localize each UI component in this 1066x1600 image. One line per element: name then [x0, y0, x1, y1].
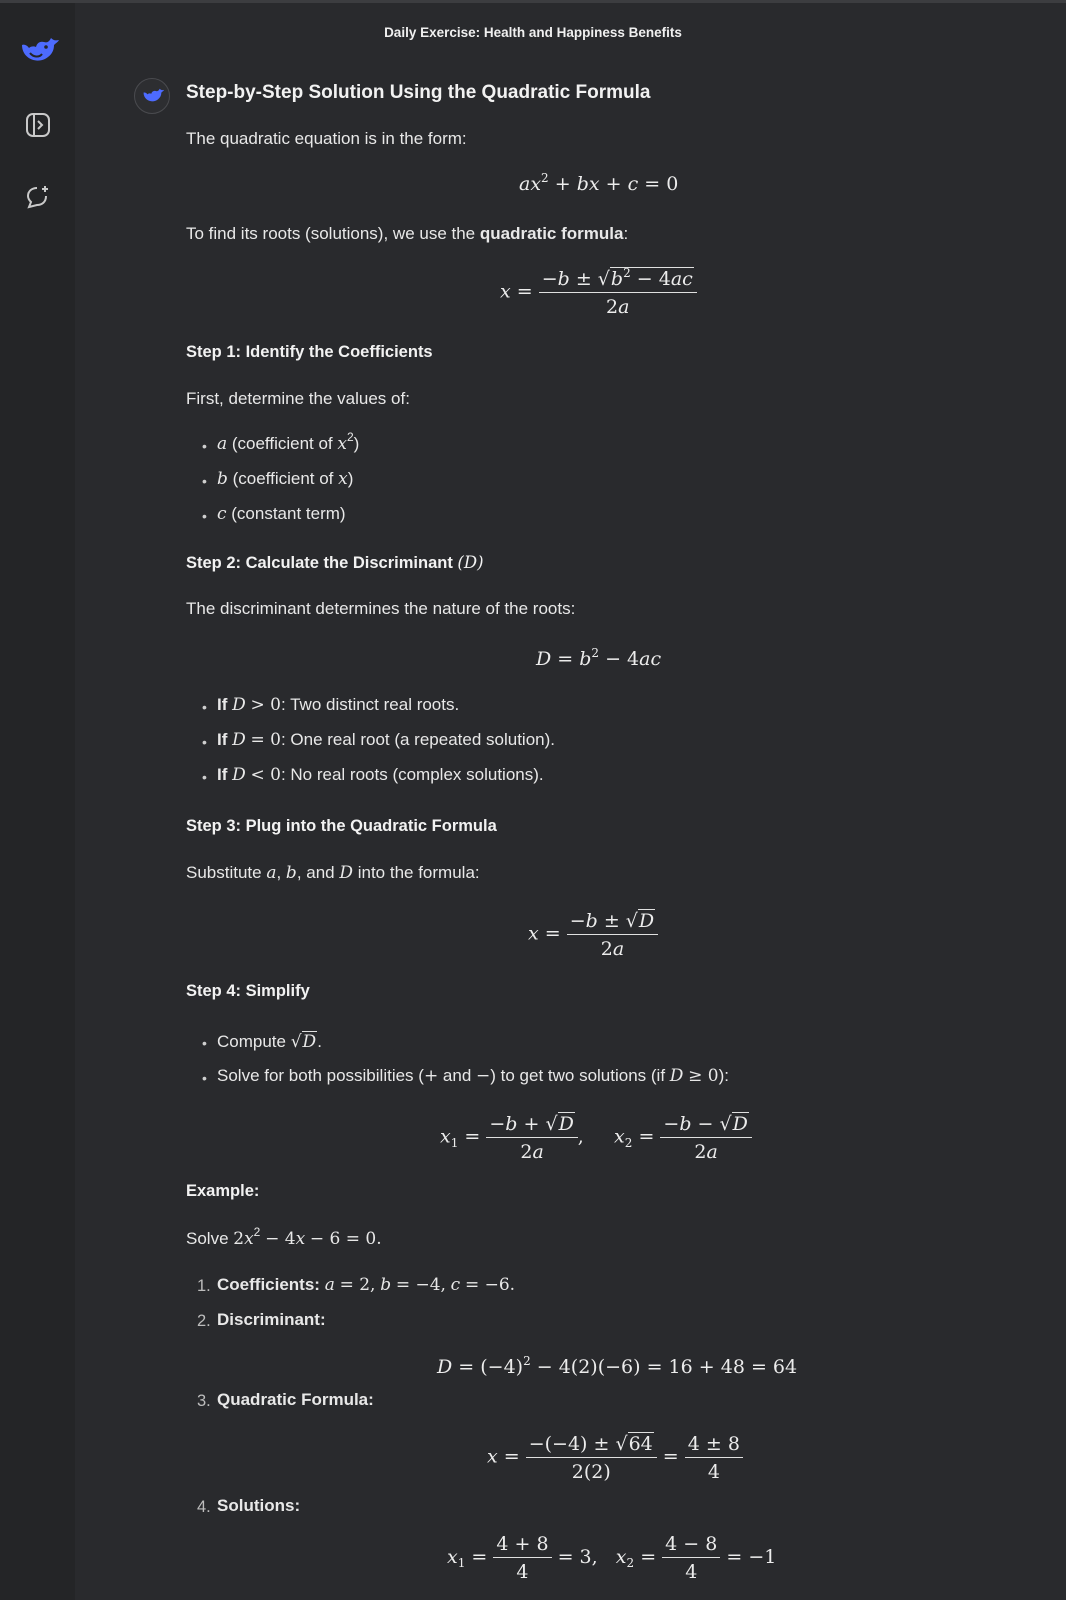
example-discriminant: $D = (-4)^2 - 4(2)(-6) = 16 + 48 = 64$ [437, 1354, 798, 1378]
chat-title: Daily Exercise: Health and Happiness Benefits [384, 25, 682, 40]
discriminant-formula: $D = b^2 - 4ac$ [536, 646, 662, 670]
step4-bullet-compute: Compute √D. [217, 1032, 322, 1052]
sidebar-toggle-icon[interactable] [24, 111, 52, 139]
list-number: 1. [197, 1277, 211, 1295]
example-discriminant-label: Discriminant: [217, 1310, 326, 1329]
find-roots-text: To find its roots (solutions), we use the quadratic formula: [186, 224, 629, 243]
formula-with-discriminant: x = $\frac{-b \pm √D}{2a}$ [528, 909, 658, 960]
bullet-dot: • [202, 438, 207, 454]
example-solutions: $x_1$ = $\frac{4 + 8}{4}$ = 3, $x_2$ = $\frac{4 - 8}{4}$ = −1 [447, 1533, 777, 1583]
example-formula-label: Quadratic Formula: [217, 1390, 374, 1409]
quadratic-formula: x = $\frac{-b \pm √b^2 - 4ac}{2a}$ [500, 267, 697, 318]
assistant-avatar-icon [141, 86, 165, 106]
case-zero: If D = 0: One real root (a repeated solution). [217, 730, 555, 750]
example-title: Example: [186, 1182, 260, 1200]
list-number: 2. [197, 1312, 211, 1330]
response-heading: Step-by-Step Solution Using the Quadratic Formula [186, 82, 651, 103]
case-negative: If D < 0: No real roots (complex solutions). [217, 765, 544, 785]
bullet-dot: • [202, 699, 207, 715]
example-coefficients: Coefficients: a = 2, b = −4, c = −6. [217, 1275, 516, 1295]
example-solve: Solve $2x^2 - 4x - 6 = 0$. [186, 1225, 382, 1249]
assistant-avatar [134, 78, 170, 114]
bullet-dot: • [202, 769, 207, 785]
step1-bullet-c: c (constant term) [217, 504, 346, 524]
bullet-dot: • [202, 1035, 207, 1051]
example-quadratic-formula: x = $\frac{-(-4) \pm √64}{2(2)}$ = $\frac{4 \pm 8}{4}$ [487, 1432, 743, 1483]
step2-text: The discriminant determines the nature of the roots: [186, 599, 576, 618]
step1-title: Step 1: Identify the Coefficients [186, 343, 433, 361]
bullet-dot: • [202, 473, 207, 489]
step4-title: Step 4: Simplify [186, 982, 310, 1000]
bullet-dot: • [202, 508, 207, 524]
step1-text: First, determine the values of: [186, 389, 410, 408]
step3-title: Step 3: Plug into the Quadratic Formula [186, 817, 497, 835]
step4-bullet-solve: Solve for both possibilities (+ and −) to get two solutions (if D ≥ 0): [217, 1066, 730, 1086]
top-border [0, 0, 1066, 3]
bullet-dot: • [202, 1070, 207, 1086]
step1-bullet-a: a (coefficient of $x^2$) [217, 430, 360, 454]
case-positive: If D > 0: Two distinct real roots. [217, 695, 460, 715]
new-chat-icon[interactable] [24, 183, 52, 211]
two-solutions-formula: $x_1$ = $\frac{-b + √D}{2a}$ , $x_2$ = $\frac{-b - √D}{2a}$ [440, 1112, 752, 1163]
bullet-dot: • [202, 734, 207, 750]
step3-text: Substitute a, b, and D into the formula: [186, 863, 480, 883]
sidebar [0, 3, 75, 1600]
intro-text: The quadratic equation is in the form: [186, 129, 467, 148]
equation-standard-form: $ax^2$ + bx + c = 0 [519, 171, 679, 195]
step2-title: Step 2: Calculate the Discriminant (D) [186, 553, 484, 572]
list-number: 4. [197, 1498, 211, 1516]
example-solutions-label: Solutions: [217, 1496, 301, 1515]
step1-bullet-b: b (coefficient of x) [217, 469, 354, 489]
list-number: 3. [197, 1392, 211, 1410]
